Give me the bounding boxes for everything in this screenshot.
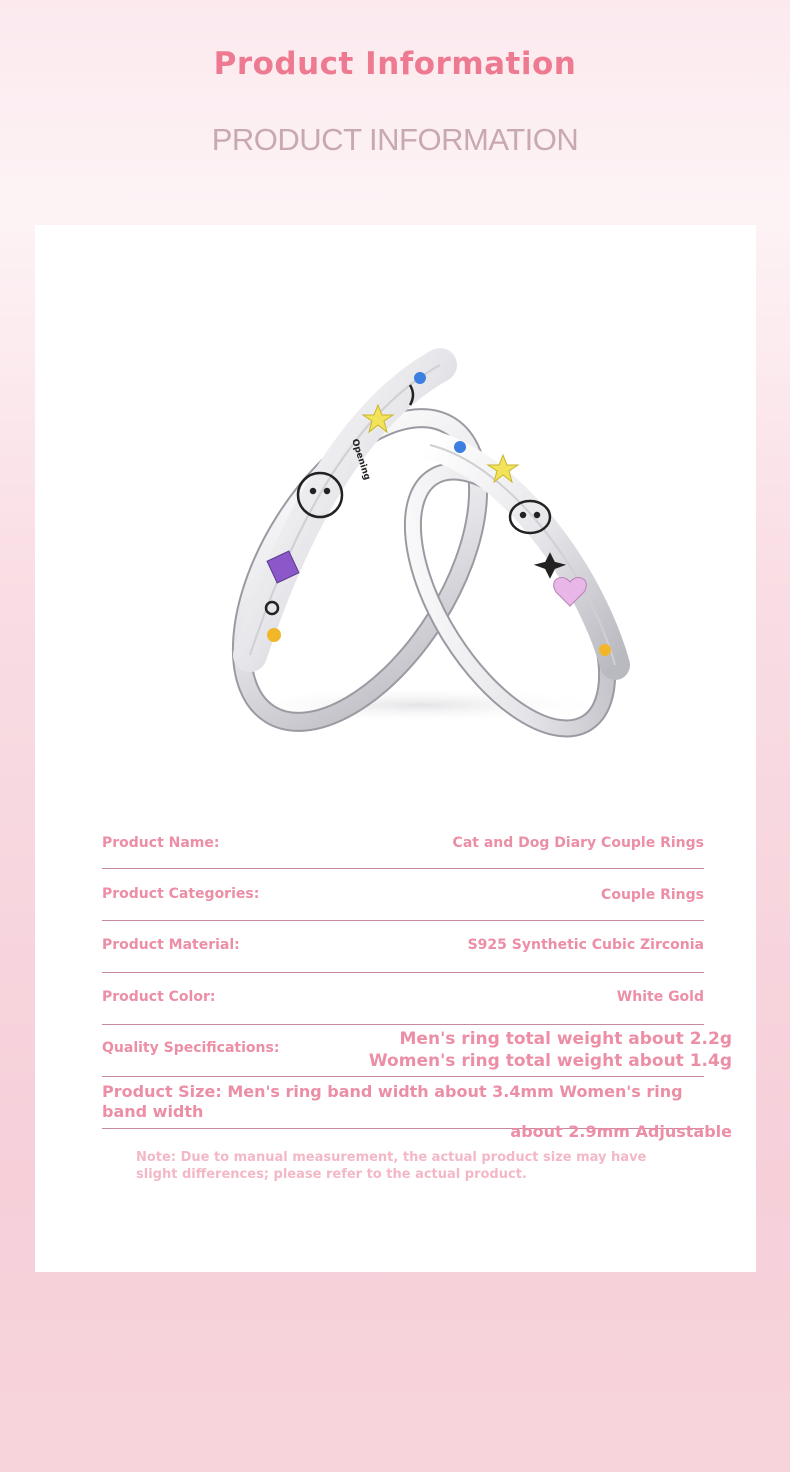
spec-value-product-size-line2: about 2.9mm Adjustable <box>510 1122 732 1141</box>
spec-row-product-name <box>102 822 704 869</box>
couple-rings-image <box>210 345 630 765</box>
measurement-note: Note: Due to manual measurement, the actual product size may have slight differences; please refer to the actual product. <box>136 1150 647 1182</box>
spec-row-product-categories <box>102 868 704 921</box>
spec-row-quality-specifications <box>102 1024 732 1077</box>
spec-label-product-size: Product Size: <box>102 1082 222 1101</box>
spec-value-product-name: Cat and Dog Diary Couple Rings <box>452 835 704 851</box>
spec-value-product-material: S925 Synthetic Cubic Zirconia <box>467 937 704 953</box>
spec-row-product-color <box>102 972 704 1025</box>
spec-label-quality-specifications: Quality Specifications: <box>102 1040 280 1056</box>
spec-value-product-color: White Gold <box>616 989 704 1005</box>
spec-label-product-color: Product Color: <box>102 989 216 1005</box>
spec-label-product-categories: Product Categories: <box>102 886 260 902</box>
spec-row-product-size <box>102 1076 732 1141</box>
page-title: Product Information <box>213 46 577 82</box>
product-info-card <box>35 225 756 1272</box>
spec-label-product-material: Product Material: <box>102 937 240 953</box>
spec-text-product-size <box>102 1082 732 1142</box>
spec-label-product-name: Product Name: <box>102 835 220 851</box>
spec-value-quality-specifications: Men's ring total weight about 2.2g Women's ring total weight about 1.4g <box>368 1029 732 1071</box>
page-subtitle: PRODUCT INFORMATION <box>211 122 579 157</box>
spec-row-product-material <box>102 920 704 973</box>
spec-value-product-size-line1: Men's ring band width about 3.4mm Women's ring band width <box>102 1082 683 1121</box>
spec-value-product-categories: Couple Rings <box>601 887 704 903</box>
engraving-text: Opening <box>349 437 372 482</box>
